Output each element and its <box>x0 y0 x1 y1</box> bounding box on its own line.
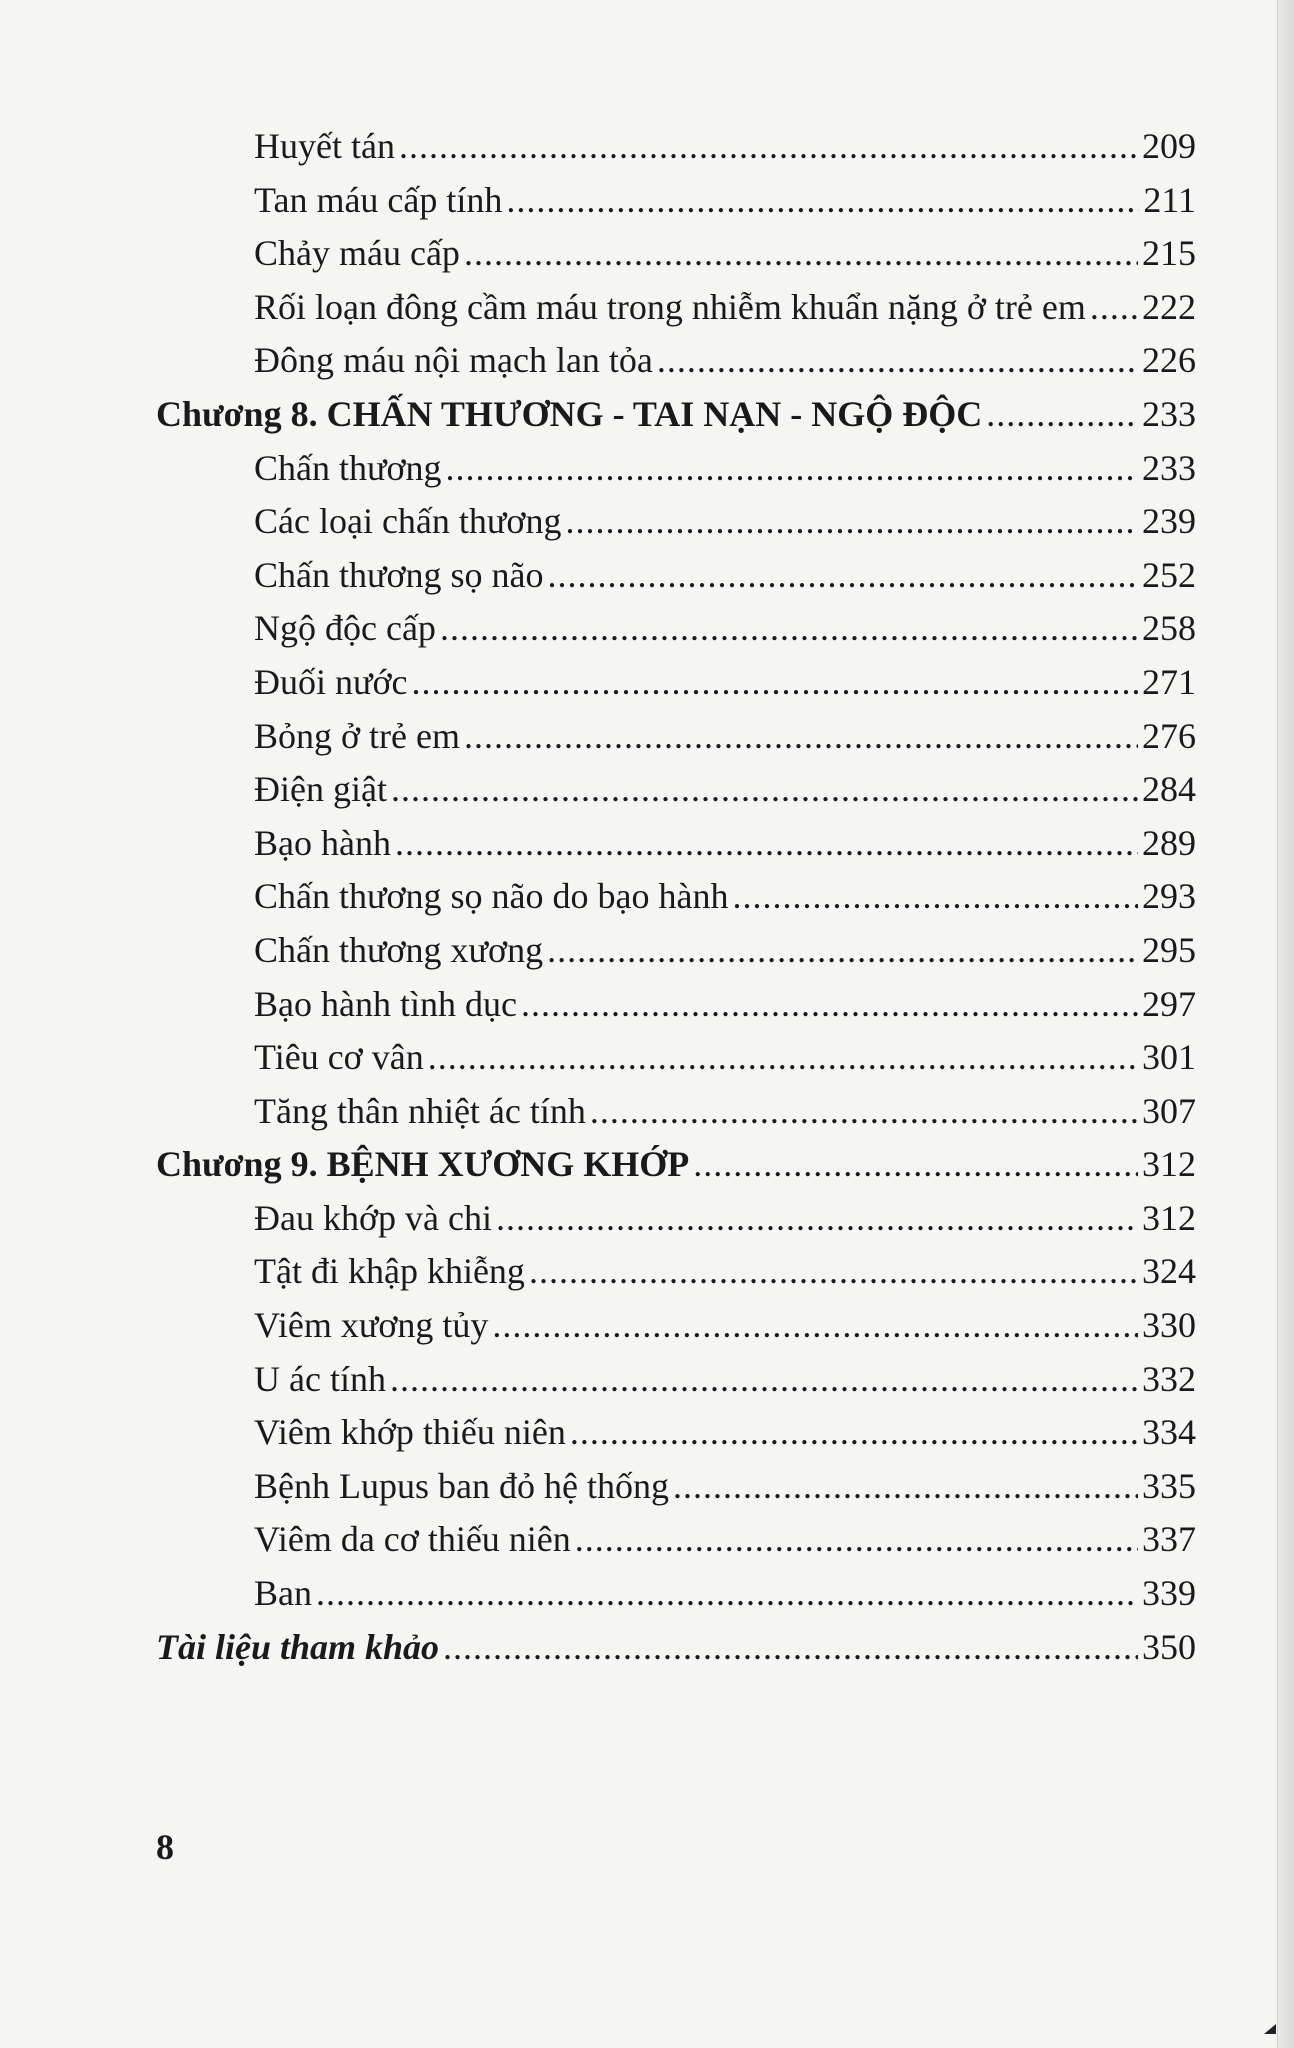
toc-page-number: 276 <box>1142 715 1196 756</box>
toc-page-number: 289 <box>1142 822 1196 863</box>
toc-title: Đông máu nội mạch lan tỏa <box>254 340 653 381</box>
toc-title: Ngộ độc cấp <box>254 608 436 649</box>
dot-leader <box>464 227 1138 281</box>
toc-entry-row <box>156 763 1196 817</box>
toc-title: Rối loạn đông cầm máu trong nhiễm khuẩn nặng ở trẻ em <box>254 286 1086 327</box>
toc-entry-row <box>156 1299 1196 1353</box>
toc-title: Chấn thương sọ não <box>254 554 544 595</box>
toc-title: Chấn thương sọ não do bạo hành <box>254 876 729 917</box>
corner-mark <box>1264 2024 1276 2034</box>
toc-title: Đau khớp và chi <box>254 1197 492 1238</box>
toc-entry-row <box>156 656 1196 710</box>
toc-page-number: 312 <box>1142 1144 1196 1185</box>
dot-leader <box>733 870 1139 924</box>
toc-title: Chấn thương <box>254 447 442 488</box>
toc-entry-row <box>156 120 1196 174</box>
toc-page-number: 295 <box>1142 929 1196 970</box>
toc-page-number: 339 <box>1142 1573 1196 1614</box>
dot-leader <box>693 1138 1138 1192</box>
toc-page-number: 334 <box>1142 1412 1196 1453</box>
toc-page-number: 233 <box>1142 447 1196 488</box>
dot-leader <box>548 549 1138 603</box>
toc-title: Bỏng ở trẻ em <box>254 715 460 756</box>
toc-page-number: 239 <box>1142 501 1196 542</box>
toc-title: Điện giật <box>254 769 387 810</box>
dot-leader <box>496 1192 1138 1246</box>
toc-title: Viêm khớp thiếu niên <box>254 1412 566 1453</box>
dot-leader <box>570 1406 1138 1460</box>
toc-entry-row <box>156 817 1196 871</box>
toc-page-number: 211 <box>1143 179 1196 220</box>
toc-entry-row <box>156 978 1196 1032</box>
toc-page-number: 301 <box>1142 1037 1196 1078</box>
dot-leader <box>391 763 1138 817</box>
toc-page-number: 226 <box>1142 340 1196 381</box>
toc-entry-row <box>156 924 1196 978</box>
toc-entry-row <box>156 710 1196 764</box>
toc-entry-row <box>156 1353 1196 1407</box>
dot-leader <box>464 710 1138 764</box>
toc-page-number: 271 <box>1142 661 1196 702</box>
toc-page-number: 209 <box>1142 126 1196 166</box>
toc-page-number: 307 <box>1142 1090 1196 1131</box>
toc-title: Huyết tán <box>254 126 395 166</box>
dot-leader <box>1090 281 1138 335</box>
toc-title: Đuối nước <box>254 661 408 702</box>
toc-title: Chấn thương xương <box>254 929 544 970</box>
dot-leader <box>590 1085 1138 1139</box>
toc-page-number: 258 <box>1142 608 1196 649</box>
toc-entry-row <box>156 1406 1196 1460</box>
dot-leader <box>547 924 1138 978</box>
dot-leader <box>521 978 1138 1032</box>
toc-entry-row <box>156 1567 1196 1621</box>
dot-leader <box>390 1353 1138 1407</box>
toc-entry-row <box>156 227 1196 281</box>
toc-title: Viêm da cơ thiếu niên <box>254 1519 571 1560</box>
toc-entry-row <box>156 174 1196 228</box>
dot-leader <box>565 495 1138 549</box>
toc-page-number: 324 <box>1142 1251 1196 1292</box>
page-number: 8 <box>156 1827 174 1867</box>
toc-entry-row <box>156 1085 1196 1139</box>
toc-title: Viêm xương tủy <box>254 1305 489 1346</box>
dot-leader <box>673 1460 1138 1514</box>
toc-page-number: 215 <box>1142 233 1196 274</box>
toc-entry-row <box>156 602 1196 656</box>
toc-title: Tài liệu tham khảo <box>156 1626 440 1667</box>
dot-leader <box>506 174 1139 228</box>
toc-entry-row <box>156 870 1196 924</box>
toc-page-number: 297 <box>1142 983 1196 1024</box>
toc-page-number: 293 <box>1142 876 1196 917</box>
toc-entry-row <box>156 281 1196 335</box>
toc-title: Bạo hành tình dục <box>254 983 517 1024</box>
dot-leader <box>986 388 1138 442</box>
dot-leader <box>440 602 1138 656</box>
toc-page-number: 337 <box>1142 1519 1196 1560</box>
toc-entry-row <box>156 1031 1196 1085</box>
table-of-contents <box>156 120 1196 1674</box>
toc-entry-row <box>156 549 1196 603</box>
toc-title: Ban <box>254 1573 312 1614</box>
toc-entry-row <box>156 1460 1196 1514</box>
toc-page-number: 284 <box>1142 769 1196 810</box>
toc-title: Tiêu cơ vân <box>254 1037 424 1078</box>
dot-leader <box>492 1299 1138 1353</box>
toc-entry-row <box>156 1192 1196 1246</box>
toc-entry-row <box>156 495 1196 549</box>
toc-page-number: 330 <box>1142 1305 1196 1346</box>
toc-page-number: 222 <box>1142 286 1196 327</box>
dot-leader <box>446 442 1138 496</box>
toc-chapter-row <box>156 388 1196 442</box>
dot-leader <box>575 1513 1138 1567</box>
dot-leader <box>412 656 1138 710</box>
toc-title: Bệnh Lupus ban đỏ hệ thống <box>254 1465 669 1506</box>
toc-title: U ác tính <box>254 1358 386 1399</box>
toc-page-number: 233 <box>1142 393 1196 434</box>
toc-page-number: 332 <box>1142 1358 1196 1399</box>
toc-title: Chảy máu cấp <box>254 233 460 274</box>
page-edge <box>1277 0 1294 2048</box>
toc-page-number: 335 <box>1142 1465 1196 1506</box>
toc-title: Chương 9. BỆNH XƯƠNG KHỚP <box>156 1144 690 1185</box>
dot-leader <box>395 817 1138 871</box>
toc-entry-row <box>156 442 1196 496</box>
dot-leader <box>529 1245 1138 1299</box>
toc-chapter-row <box>156 1138 1196 1192</box>
toc-entry-row <box>156 1245 1196 1299</box>
toc-references-row <box>156 1621 1196 1675</box>
toc-title: Chương 8. CHẤN THƯƠNG - TAI NẠN - NGỘ ĐỘC <box>156 393 983 434</box>
toc-page-number: 312 <box>1142 1197 1196 1238</box>
toc-title: Tật đi khập khiễng <box>254 1251 525 1292</box>
toc-entry-row <box>156 334 1196 388</box>
toc-page-number: 350 <box>1142 1626 1196 1667</box>
dot-leader <box>316 1567 1138 1621</box>
dot-leader <box>399 120 1138 174</box>
dot-leader <box>428 1031 1138 1085</box>
toc-page-number: 252 <box>1142 554 1196 595</box>
toc-title: Bạo hành <box>254 822 391 863</box>
toc-entry-row <box>156 1513 1196 1567</box>
toc-title: Tăng thân nhiệt ác tính <box>254 1090 586 1131</box>
toc-title: Các loại chấn thương <box>254 501 562 542</box>
toc-title: Tan máu cấp tính <box>254 179 503 220</box>
dot-leader <box>657 334 1138 388</box>
dot-leader <box>443 1621 1138 1675</box>
